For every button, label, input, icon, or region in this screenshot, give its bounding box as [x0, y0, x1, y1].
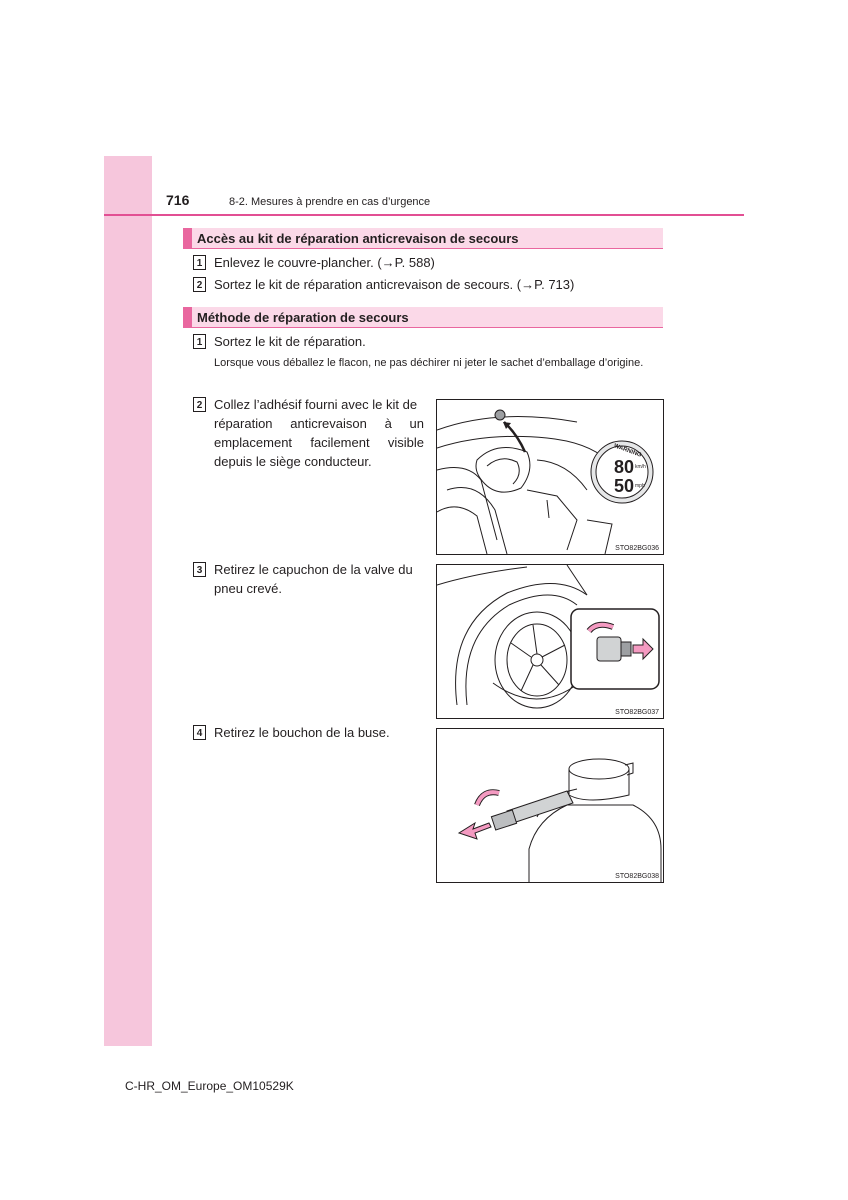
step-text-line: pneu crevé. [214, 581, 282, 596]
chapter-title: 8-2. Mesures à prendre en cas d’urgence [229, 196, 431, 208]
step-text: Retirez le bouchon de la buse. [214, 725, 390, 740]
figure-tire-valve [436, 564, 664, 719]
step-text-line: réparation anticrevaison à un [214, 416, 424, 431]
step-text: Enlevez le couvre-plancher. (→P. 588) [214, 255, 435, 270]
sticker-unit-mph: mph [635, 483, 645, 489]
figure-code: STO82BG038 [615, 873, 659, 880]
tire-illustration [437, 565, 663, 718]
step-text-block [214, 560, 424, 598]
step-text-line: Collez l’adhésif fourni avec le kit de [214, 397, 418, 412]
sticker-unit-kmh: km/h [635, 464, 646, 470]
header-rule [104, 214, 744, 216]
step-text: Sortez le kit de réparation. [214, 334, 366, 349]
step-text-line: depuis le siège conducteur. [214, 454, 372, 469]
step-number: 2 [193, 397, 206, 412]
step-number: 4 [193, 725, 206, 740]
section-heading-access: Accès au kit de réparation anticrevaison de secours [183, 228, 663, 249]
step-text: Sortez le kit de réparation anticrevaison de secours. (→P. 713) [214, 277, 575, 292]
step-note: Lorsque vous déballez le flacon, ne pas déchirer ni jeter le sachet d’emballage d’origine. [214, 357, 644, 369]
figure-nozzle-cap [436, 728, 664, 883]
page-number: 716 [166, 192, 190, 208]
step-text-line: Retirez le capuchon de la valve du [214, 562, 413, 577]
side-color-band [104, 156, 152, 1046]
figure-code: STO82BG037 [615, 709, 659, 716]
sticker-speed-kmh: 80 [614, 457, 635, 477]
step-number: 1 [193, 255, 206, 270]
step-number: 3 [193, 562, 206, 577]
document-id: C-HR_OM_Europe_OM10529K [125, 1079, 294, 1093]
figure-code: STO82BG036 [615, 545, 659, 552]
section-heading-repair-method: Méthode de réparation de secours [183, 307, 663, 328]
bottle-nozzle-illustration [437, 729, 663, 882]
sticker-speed-mph: 50 [614, 476, 635, 496]
figure-dashboard-sticker [436, 399, 664, 555]
sticker-warning-text: WARNING [612, 443, 643, 459]
step-number: 1 [193, 334, 206, 349]
step-number: 2 [193, 277, 206, 292]
step-text-block [214, 395, 424, 471]
step-text-line: emplacement facilement visible [214, 435, 424, 450]
